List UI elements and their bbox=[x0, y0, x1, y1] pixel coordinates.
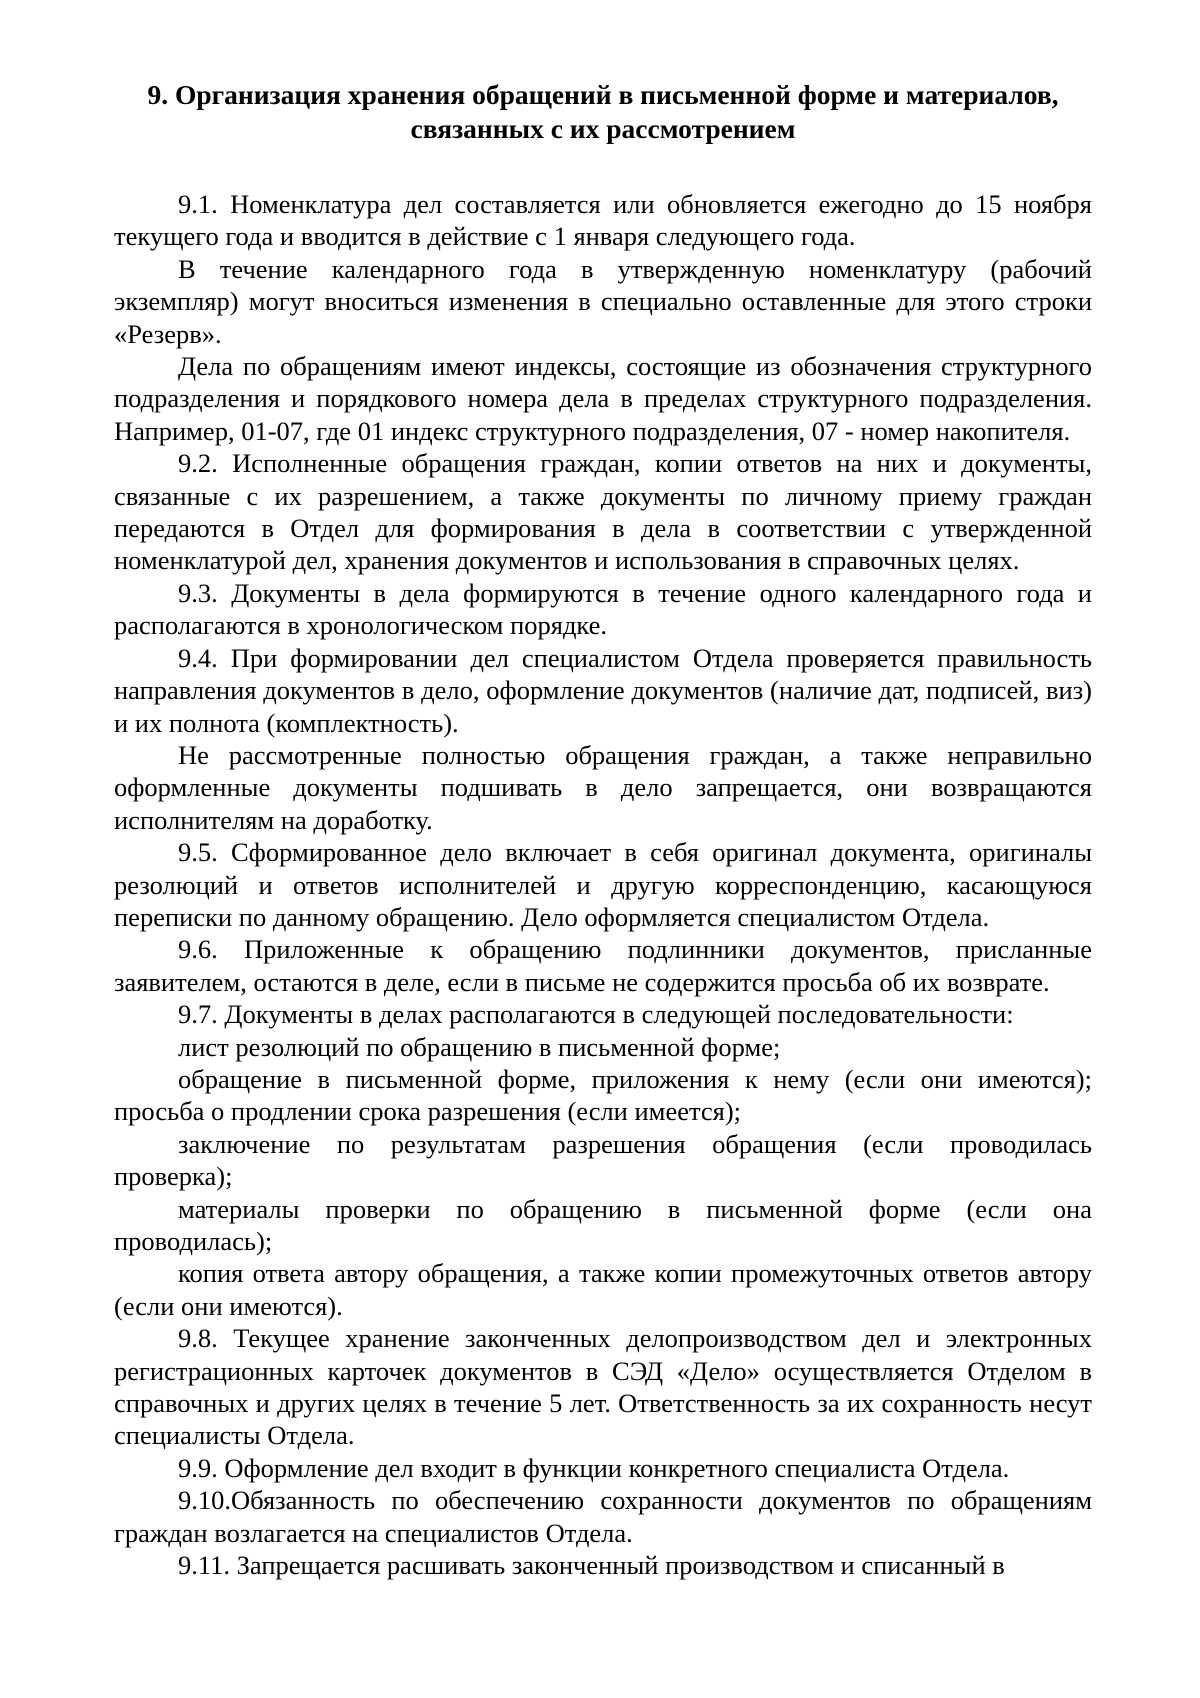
paragraph-9-1-reserve: В течение календарного года в утвержденную номенклатуру (рабочий экземпляр) могут вноситься изменения в специально оставленные для этого строки «Резерв». bbox=[114, 253, 1092, 349]
section-title bbox=[114, 78, 1092, 146]
paragraph-9-4: 9.4. При формировании дел специалистом Отдела проверяется правильность направления документов в дело, оформление документов (наличие дат, подписей, виз) и их полнота (комплектность). bbox=[114, 642, 1092, 738]
paragraph-9-8: 9.8. Текущее хранение законченных делопроизводством дел и электронных регистрационных карточек документов в СЭД «Дело» осуществляется Отделом в справочных и других целях в течение 5 лет. Ответственность за их сохранность несут специалисты Отдела. bbox=[114, 1323, 1092, 1451]
list-item-answer-copy: копия ответа автору обращения, а также копии промежуточных ответов автору (если они имеются). bbox=[114, 1258, 1092, 1321]
paragraph-9-2: 9.2. Исполненные обращения граждан, копии ответов на них и документы, связанные с их разрешением, а также документы по личному приему граждан передаются в Отдел для формирования в дела в соответствии с утвержденной номенклатурой дел, хранения документов и использования в справочных целях. bbox=[114, 448, 1092, 576]
section-title-line-1: 9. Организация хранения обращений в письменной форме и материалов, bbox=[147, 79, 1059, 110]
paragraph-9-6: 9.6. Приложенные к обращению подлинники документов, присланные заявителем, остаются в деле, если в письме не содержится просьба об их возврате. bbox=[114, 934, 1092, 997]
paragraph-9-4-incomplete: Не рассмотренные полностью обращения граждан, а также неправильно оформленные документы подшивать в дело запрещается, они возвращаются исполнителям на доработку. bbox=[114, 739, 1092, 835]
paragraph-9-5: 9.5. Сформированное дело включает в себя оригинал документа, оригиналы резолюций и ответов исполнителей и другую корреспонденцию, касающуюся переписки по данному обращению. Дело оформляется специалистом Отдела. bbox=[114, 837, 1092, 932]
list-item-resolutions: лист резолюций по обращению в письменной форме; bbox=[178, 1031, 781, 1062]
paragraph-9-3: 9.3. Документы в дела формируются в течение одного календарного года и располагаются в хронологическом порядке. bbox=[114, 577, 1092, 641]
document-body bbox=[114, 188, 1092, 1581]
paragraph-9-7: 9.7. Документы в делах располагаются в следующей последовательности: bbox=[178, 999, 1014, 1030]
paragraph-9-1-indexes: Дела по обращениям имеют индексы, состоящие из обозначения структурного подразделения и порядкового номера дела в пределах структурного подразделения. Например, 01-07, где 01 индекс структурного подразделения, 07 - номер накопителя. bbox=[114, 351, 1092, 446]
paragraph-9-9: 9.9. Оформление дел входит в функции конкретного специалиста Отдела. bbox=[178, 1452, 1010, 1483]
section-title-line-2: связанных с их рассмотрением bbox=[410, 113, 796, 144]
list-item-conclusion: заключение по результатам разрешения обращения (если проводилась проверка); bbox=[114, 1128, 1092, 1192]
list-item-appeal: обращение в письменной форме, приложения к нему (если они имеются); просьба о продлении срока разрешения (если имеется); bbox=[114, 1063, 1092, 1127]
paragraph-9-1: 9.1. Номенклатура дел составляется или обновляется ежегодно до 15 ноября текущего года и вводится в действие с 1 января следующего года. bbox=[114, 189, 1092, 252]
list-item-inspection-materials: материалы проверки по обращению в письменной форме (если она проводилась); bbox=[114, 1193, 1092, 1256]
paragraph-9-10: 9.10.Обязанность по обеспечению сохранности документов по обращениям граждан возлагается на специалистов Отдела. bbox=[114, 1485, 1092, 1548]
paragraph-9-11: 9.11. Запрещается расшивать законченный производством и списанный в bbox=[178, 1550, 1005, 1581]
